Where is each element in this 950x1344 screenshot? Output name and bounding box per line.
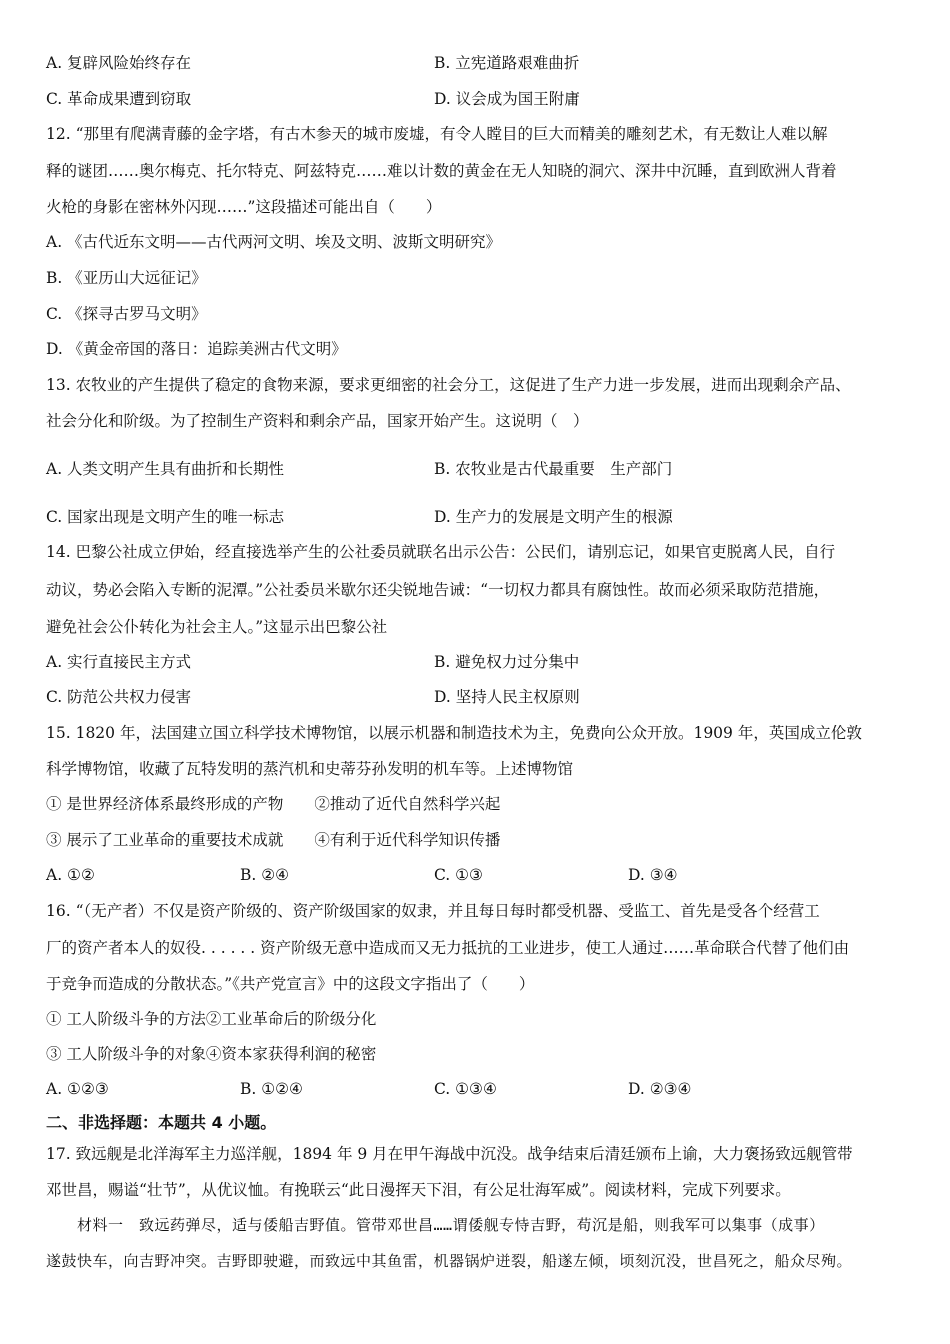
- section-heading: 二、非选择题：本题共 4 小题。: [46, 1113, 277, 1132]
- q15-stem-line2: 科学博物馆，收藏了瓦特发明的蒸汽机和史蒂芬孙发明的机车等。上述博物馆: [46, 760, 574, 778]
- q12-option-c: C. 《探寻古罗马文明》: [46, 305, 207, 323]
- q17-material-line2: 遂鼓快车，向吉野冲突。吉野即驶避，而致远中其鱼雷，机器锅炉迸裂，船遂左倾，顷刻沉没，世昌死之，船众尽殉。: [46, 1252, 853, 1270]
- q14-stem-line2: 动议，势必会陷入专断的泥潭。”公社委员米歇尔还尖锐地告诫：“一切权力都具有腐蚀性。故而必须采取防范措施，: [46, 581, 830, 599]
- q13-option-a: A. 人类文明产生具有曲折和长期性: [46, 460, 285, 478]
- q14-option-c: C. 防范公共权力侵害: [46, 688, 192, 706]
- q15-option-d: D. ③④: [628, 866, 678, 884]
- q15-option-c: C. ①③: [434, 866, 483, 884]
- q15-option-b: B. ②④: [240, 866, 290, 884]
- q14-option-a: A. 实行直接民主方式: [46, 653, 192, 671]
- q15-option-a: A. ①②: [46, 866, 95, 884]
- q11-option-d: D. 议会成为国王附庸: [434, 90, 580, 108]
- q16-stem-line3: 于竞争而造成的分散状态。”《共产党宣言》中的这段文字指出了（ ）: [46, 975, 535, 993]
- q16-item-line1: ① 工人阶级斗争的方法②工业革命后的阶级分化: [46, 1010, 377, 1028]
- q16-stem-line1: 16. “（无产者）不仅是资产阶级的、资产阶级国家的奴隶，并且每日每时都受机器、受监工、首先是受各个经营工: [46, 902, 820, 920]
- q17-stem-line1: 17. 致远舰是北洋海军主力巡洋舰，1894 年 9 月在甲午海战中沉没。战争结束后清廷颁布上谕，大力褒扬致远舰管带: [46, 1145, 853, 1163]
- q12-stem-line2: 释的谜团……奥尔梅克、托尔特克、阿兹特克……难以计数的黄金在无人知晓的洞穴、深井中沉睡，直到欧洲人背着: [46, 162, 837, 180]
- q13-option-c: C. 国家出现是文明产生的唯一标志: [46, 508, 285, 526]
- q12-option-b: B. 《亚历山大远征记》: [46, 269, 207, 287]
- q15-item-line1: ① 是世界经济体系最终形成的产物 ②推动了近代自然科学兴起: [46, 795, 501, 813]
- q11-option-b: B. 立宪道路艰难曲折: [434, 54, 580, 72]
- q16-option-c: C. ①③④: [434, 1080, 497, 1098]
- q16-option-a: A. ①②③: [46, 1080, 109, 1098]
- q17-material-line1: 材料一 致远药弹尽，适与倭船吉野值。管带邓世昌……谓倭舰专恃吉野，苟沉是船，则我军可以集事（成事）: [46, 1216, 825, 1234]
- q16-option-b: B. ①②④: [240, 1080, 303, 1098]
- q13-stem-line1: 13. 农牧业的产生提供了稳定的食物来源，要求更细密的社会分工，这促进了生产力进一步发展，进而出现剩余产品、: [46, 376, 851, 394]
- q12-stem-line3: 火枪的身影在密林外闪现……”这段描述可能出自（ ）: [46, 198, 442, 216]
- q11-option-c: C. 革命成果遭到窃取: [46, 90, 192, 108]
- q15-stem-line1: 15. 1820 年，法国建立国立科学技术博物馆，以展示机器和制造技术为主，免费向公众开放。1909 年，英国成立伦敦: [46, 724, 862, 742]
- q15-item-line2: ③ 展示了工业革命的重要技术成就 ④有利于近代科学知识传播: [46, 831, 501, 849]
- q16-item-line2: ③ 工人阶级斗争的对象④资本家获得利润的秘密: [46, 1045, 377, 1063]
- q14-option-d: D. 坚持人民主权原则: [434, 688, 580, 706]
- q12-stem-line1: 12. “那里有爬满青藤的金字塔，有古木参天的城市废墟，有令人瞠目的巨大而精美的雕刻艺术，有无数让人难以解: [46, 125, 828, 143]
- q17-stem-line2: 邓世昌，赐谥“壮节”，从优议恤。有挽联云“此日漫挥天下泪，有公足壮海军威”。阅读材料，完成下列要求。: [46, 1181, 791, 1199]
- q13-option-b: B. 农牧业是古代最重要 生产部门: [434, 460, 673, 478]
- q14-stem-line1: 14. 巴黎公社成立伊始，经直接选举产生的公社委员就联名出示公告：公民们，请别忘记，如果官吏脱离人民，自行: [46, 543, 836, 561]
- q12-option-a: A. 《古代近东文明——古代两河文明、埃及文明、波斯文明研究》: [46, 233, 502, 251]
- q12-option-d: D. 《黄金帝国的落日：追踪美洲古代文明》: [46, 340, 347, 358]
- q11-option-a: A. 复辟风险始终存在: [46, 54, 192, 72]
- q13-option-d: D. 生产力的发展是文明产生的根源: [434, 508, 673, 526]
- q13-stem-line2: 社会分化和阶级。为了控制生产资料和剩余产品，国家开始产生。这说明（ ）: [46, 412, 589, 430]
- q16-option-d: D. ②③④: [628, 1080, 692, 1098]
- q14-stem-line3: 避免社会公仆转化为社会主人。”这显示出巴黎公社: [46, 618, 388, 636]
- q16-stem-line2: 厂的资产者本人的奴役. . . . . . 资产阶级无意中造成而又无力抵抗的工业进步，使工人通过……革命联合代替了他们由: [46, 939, 850, 957]
- q14-option-b: B. 避免权力过分集中: [434, 653, 580, 671]
